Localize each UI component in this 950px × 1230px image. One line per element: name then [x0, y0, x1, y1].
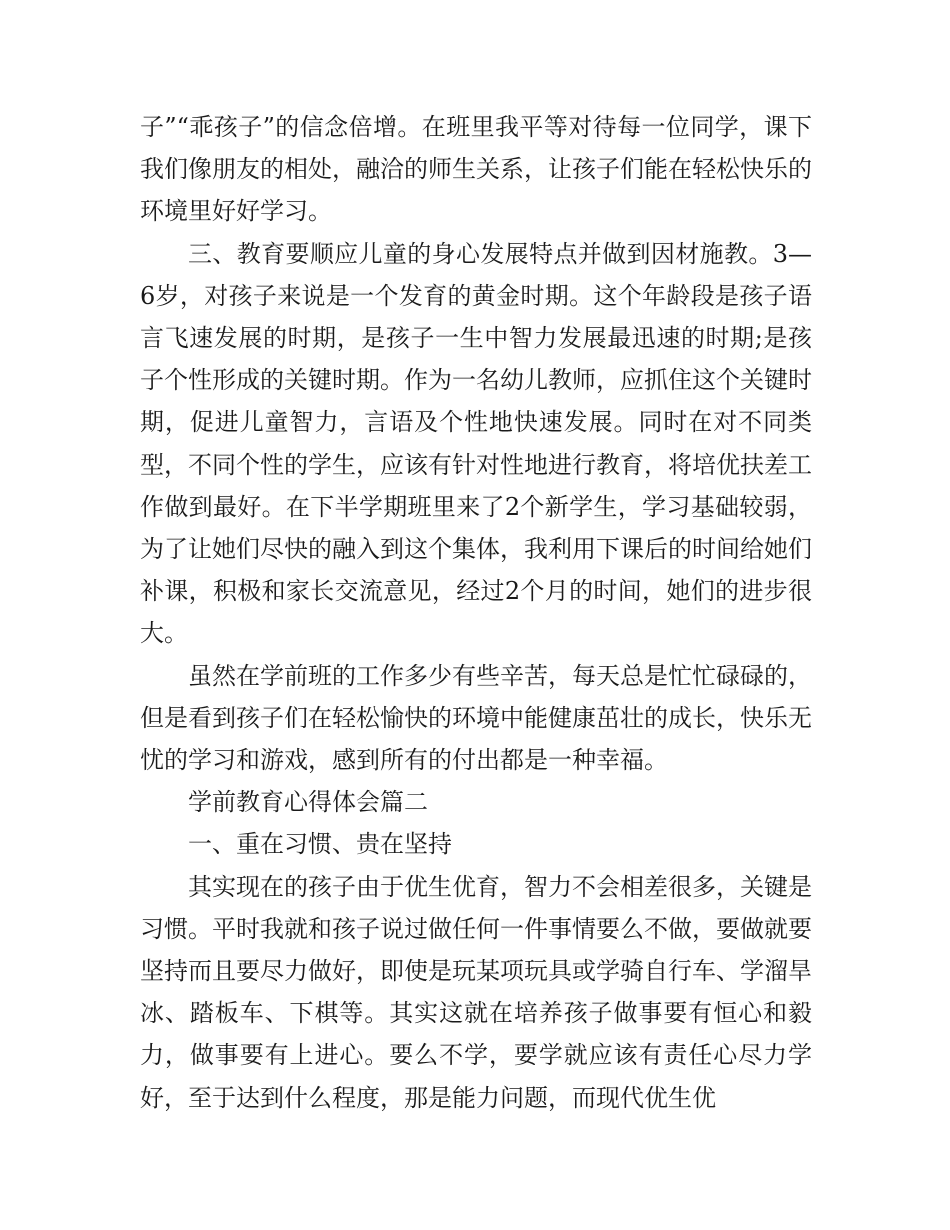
paragraph-conclusion: 虽然在学前班的工作多少有些辛苦，每天总是忙忙碌碌的，但是看到孩子们在轻松愉快的环境中能健康茁壮的成长，快乐无忧的学习和游戏，感到所有的付出都是一种幸福。 — [140, 661, 812, 775]
section-heading: 一、重在习惯、贵在坚持 — [188, 830, 452, 859]
article-title: 学前教育心得体会篇二 — [188, 788, 428, 817]
paragraph-section-three: 三、教育要顺应儿童的身心发展特点并做到因材施教。3—6岁，对孩子来说是一个发育的黄金时期。这个年龄段是孩子语言飞速发展的时期，是孩子一生中智力发展最迅速的时期;是孩子个性形成的关键时期。作为一名幼儿教师，应抓住这个关键时期，促进儿童智力，言语及个性地快速发展。同时在对不同类型，不同个性的学生，应该有针对性地进行教育，将培优扶差工作做到最好。在下半学期班里来了2个新学生，学习基础较弱，为了让她们尽快的融入到这个集体，我利用下课后的时间给她们补课，积极和家长交流意见，经过2个月的时间，她们的进步很大。 — [140, 239, 812, 648]
document-page — [140, 106, 812, 1119]
paragraph-continuation: 子”“乖孩子”的信念倍增。在班里我平等对待每一位同学，课下我们像朋友的相处，融洽的师生关系，让孩子们能在轻松快乐的环境里好好学习。 — [140, 113, 812, 226]
paragraph-habits: 其实现在的孩子由于优生优育，智力不会相差很多，关键是习惯。平时我就和孩子说过做任何一件事情要么不做，要做就要坚持而且要尽力做好，即使是玩某项玩具或学骑自行车、学溜旱冰、踏板车、下棋等。其实这就在培养孩子做事要有恒心和毅力，做事要有上进心。要么不学，要学就应该有责任心尽力学好，至于达到什么程度，那是能力问题，而现代优生优 — [140, 872, 812, 1112]
